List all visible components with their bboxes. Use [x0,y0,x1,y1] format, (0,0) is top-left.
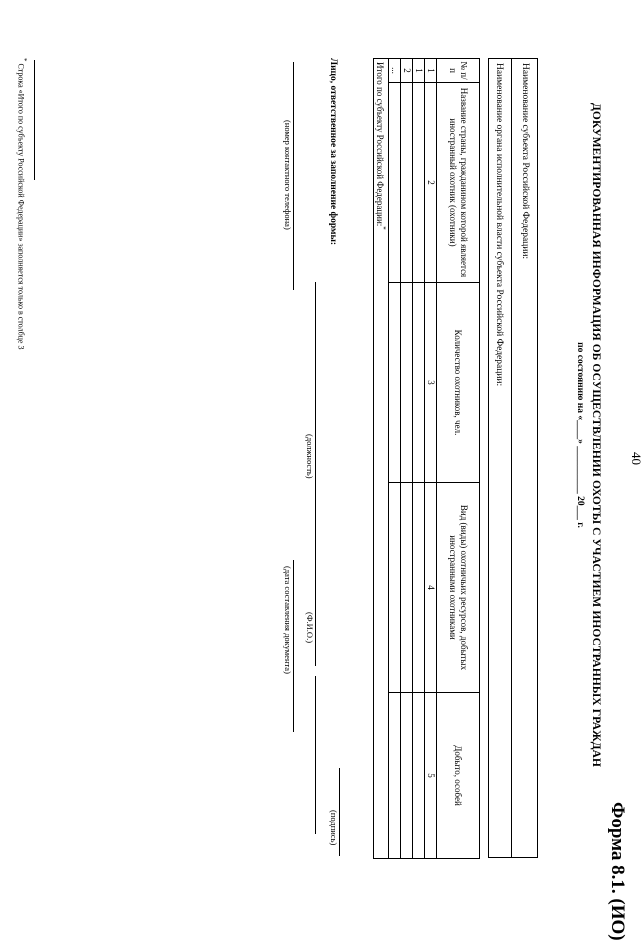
authority-name-field[interactable]: Наименование органа исполнительной власти субъекта Российской Федерации: [487,59,512,857]
cell-species[interactable] [413,483,425,693]
fio-line[interactable] [315,676,316,834]
responsible-person-label: Лицо, ответственное за заполнение формы: [328,58,338,246]
col-header-hunters-count: Количество охотников, чел. [437,283,480,483]
cell-harvested[interactable] [413,693,425,859]
position-caption: (должность) [305,434,315,479]
form-number: Форма 8.1. (ИО) [607,802,628,941]
hunting-data-table [373,58,480,859]
footnote: * Строка «Итого по субъекту Российской Федерации» заполняется только в столбце 3 [16,58,28,350]
cell-harvested[interactable] [389,693,401,859]
row-number: 2 [401,59,413,83]
cell-hunters-count[interactable] [401,283,413,483]
cell-species[interactable] [401,483,413,693]
date-caption: (дата составления документа) [283,566,293,674]
subject-name-field[interactable]: Наименование субъекта Российской Федерации: [520,63,530,260]
col-number-2: 2 [425,83,437,283]
as-of-date: по состоянию на «____» __________ 20___ г. [575,342,585,528]
cell-country[interactable] [389,83,401,283]
col-header-harvested: Добыто, особей [437,693,480,859]
col-number-1: 1 [425,59,437,83]
col-header-species: Вид (виды) охотничьих ресурсов, добытых иностранными охотниками [437,483,480,693]
footnote-marker: * [379,226,387,230]
page-number: 40 [629,452,644,465]
total-label: Итого по субъекту Российской Федерации:* [374,59,389,859]
cell-harvested[interactable] [401,693,413,859]
col-header-country: Название страны, гражданином которой является иностранный охотник (охотники) [437,83,480,283]
col-header-number: № п/п [437,59,480,83]
table-row [413,59,425,859]
row-number: 1 [413,59,425,83]
total-row [374,59,389,859]
signature-caption: (подпись) [329,810,339,846]
cell-hunters-count[interactable] [389,283,401,483]
col-number-4: 4 [425,483,437,693]
footnote-separator [34,60,35,180]
signature-line[interactable] [339,768,340,856]
cell-country[interactable] [401,83,413,283]
header-fields-box [488,58,538,858]
table-row [389,59,401,859]
cell-species[interactable] [389,483,401,693]
row-number: ... [389,59,401,83]
cell-country[interactable] [413,83,425,283]
position-line[interactable] [315,282,316,666]
col-number-5: 5 [425,693,437,859]
table-row [401,59,413,859]
fio-caption: (Ф.И.О.) [305,612,315,644]
phone-line[interactable] [293,62,294,290]
column-numbers-row [425,59,437,859]
date-line[interactable] [293,560,294,732]
table-header-row [437,59,480,859]
phone-caption: (номер контактного телефона) [283,120,293,230]
document-title: ДОКУМЕНТИРОВАННАЯ ИНФОРМАЦИЯ ОБ ОСУЩЕСТВЛЕНИИ ОХОТЫ С УЧАСТИЕМ ИНОСТРАННЫХ ГРАЖДАН [590,102,602,768]
cell-hunters-count[interactable] [413,283,425,483]
col-number-3: 3 [425,283,437,483]
